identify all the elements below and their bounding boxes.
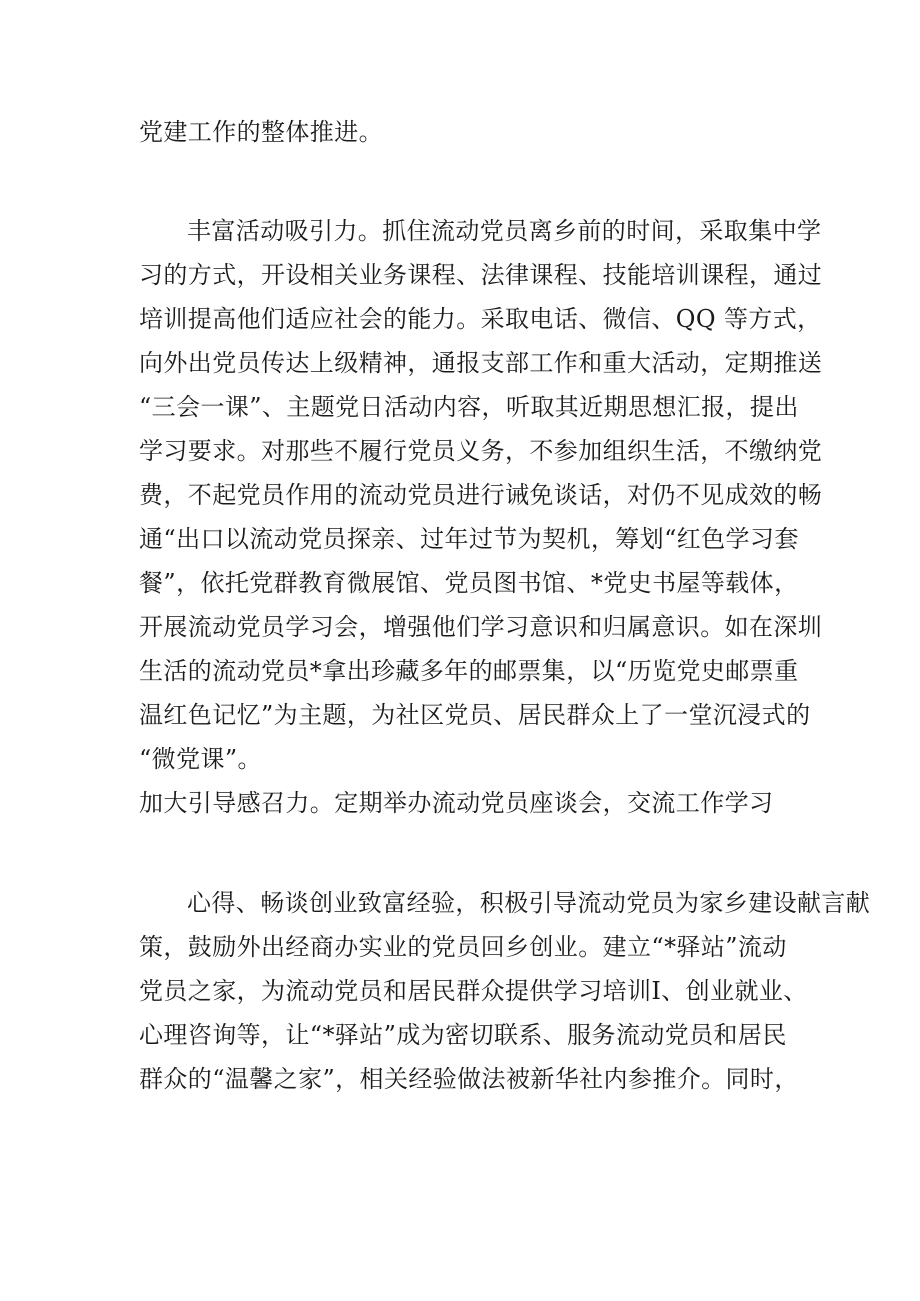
text-line: 心理咨询等，让“*驿站”成为密切联系、服务流动党员和居民 (139, 1021, 787, 1049)
text-line: 群众的“温馨之家”，相关经验做法被新华社内参推介。同时， (139, 1065, 799, 1093)
text-line: 习的方式，开设相关业务课程、法律课程、技能培训课程，通过 (139, 261, 823, 289)
text-line: 生活的流动党员*拿出珍藏多年的邮票集，以“历览党史邮票重 (139, 657, 799, 685)
text-line: 餐”，依托党群教育微展馆、党员图书馆、*党史书屋等载体， (139, 569, 799, 597)
text-line: 策，鼓励外出经商办实业的党员回乡创业。建立“*驿站”流动 (139, 933, 787, 961)
text-line: 丰富活动吸引力。抓住流动党员离乡前的时间，采取集中学 (187, 217, 822, 245)
text-line: 向外出党员传达上级精神，通报支部工作和重大活动，定期推送 (139, 349, 823, 377)
text-line: 加大引导感召力。定期举办流动党员座谈会，交流工作学习 (139, 789, 774, 817)
text-line: “三会一课”、主题党日活动内容，听取其近期思想汇报，提出 (139, 393, 799, 421)
text-line: 党员之家，为流动党员和居民群众提供学习培训I、创业就业、 (139, 977, 808, 1005)
text-line: 费，不起党员作用的流动党员进行诫免谈话，对仍不见成效的畅 (139, 481, 823, 509)
text-line: 党建工作的整体推进。 (139, 118, 383, 146)
text-line: 心得、畅谈创业致富经验，积极引导流动党员为家乡建设献言献 (187, 889, 871, 917)
text-line: 通“出口以流动党员探亲、过年过节为契机，筹划“红色学习套 (139, 525, 799, 553)
text-line: 学习要求。对那些不履行党员义务，不参加组织生活，不缴纳党 (139, 437, 823, 465)
text-line: 开展流动党员学习会，增强他们学习意识和归属意识。如在深圳 (139, 613, 823, 641)
text-line: “微党课”。 (139, 745, 262, 773)
text-line: 培训提高他们适应社会的能力。采取电话、微信、QQ 等方式， (139, 305, 822, 333)
text-line: 温红色记忆”为主题，为社区党员、居民群众上了一堂沉浸式的 (139, 701, 811, 729)
